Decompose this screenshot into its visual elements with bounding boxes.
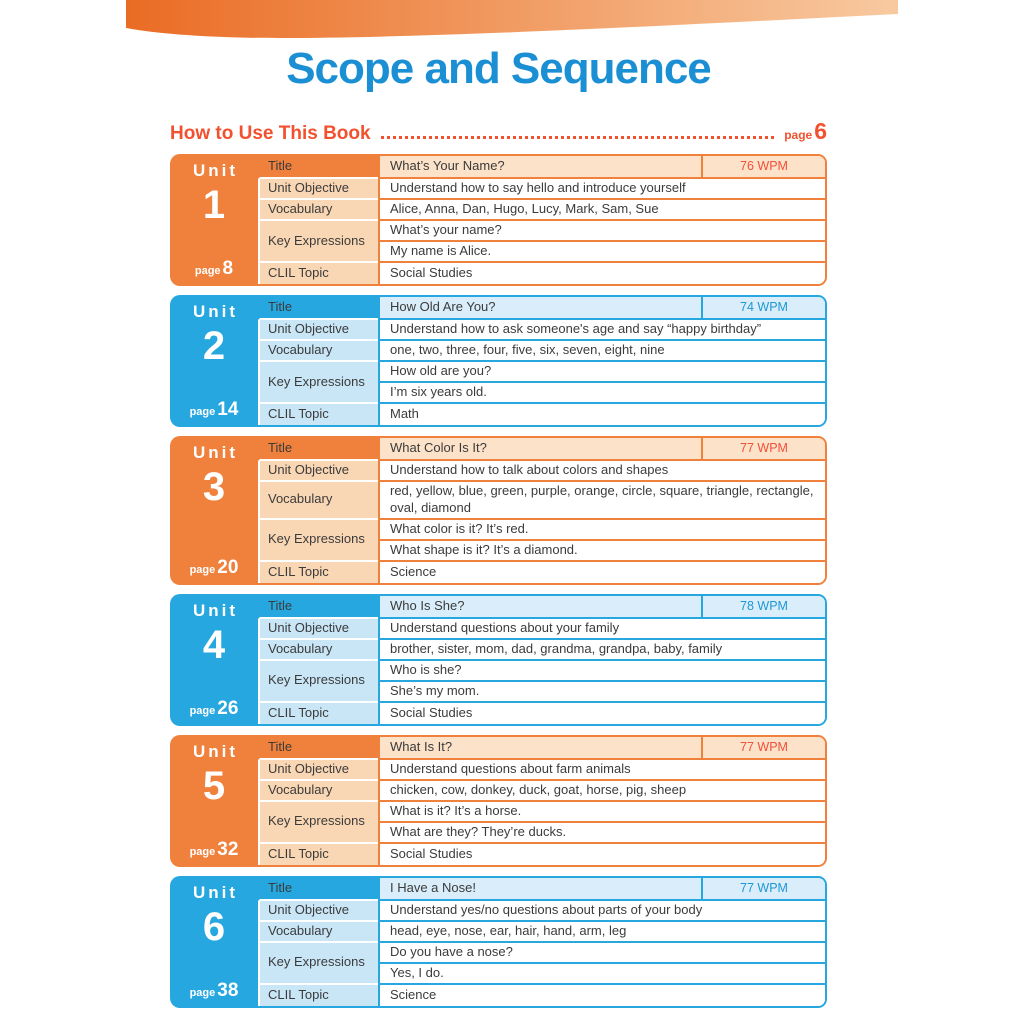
unit-4-block: [170, 594, 827, 726]
wpm-badge: 78 WPM: [701, 596, 825, 619]
unit-2-block: [170, 295, 827, 427]
row-label-clil: CLIL Topic: [258, 562, 378, 583]
unit-objective: Understand questions about farm animals: [378, 760, 825, 781]
unit-page-ref: [170, 839, 258, 861]
unit-vocabulary: head, eye, nose, ear, hair, hand, arm, leg: [378, 922, 825, 943]
unit-objective: Understand yes/no questions about parts of your body: [378, 901, 825, 922]
page-word: page: [189, 704, 216, 717]
row-label-key-expressions: Key Expressions: [258, 802, 378, 844]
unit-title: What Color Is It?: [378, 438, 701, 461]
unit-word: Unit: [192, 882, 239, 902]
unit-vocabulary: red, yellow, blue, green, purple, orange, circle, square, triangle, rectangle, oval, diamond: [378, 482, 825, 520]
unit-clil-topic: Social Studies: [378, 263, 825, 284]
page-title: Scope and Sequence: [286, 44, 711, 93]
unit-title: How Old Are You?: [378, 297, 701, 320]
row-label-objective: Unit Objective: [258, 901, 378, 922]
wpm-badge: 74 WPM: [701, 297, 825, 320]
key-expression-1: What’s your name?: [378, 221, 825, 242]
row-label-key-expressions: Key Expressions: [258, 520, 378, 562]
unit-page-ref: [170, 258, 258, 280]
key-expression-1: Who is she?: [378, 661, 825, 682]
unit-page-ref: [170, 980, 258, 1002]
unit-objective: Understand how to say hello and introduce yourself: [378, 179, 825, 200]
howto-page-number: 6: [814, 118, 827, 144]
page-number: 38: [217, 979, 239, 1001]
unit-word: Unit: [192, 741, 239, 761]
unit-vocabulary: Alice, Anna, Dan, Hugo, Lucy, Mark, Sam, Sue: [378, 200, 825, 221]
row-label-clil: CLIL Topic: [258, 703, 378, 724]
row-label-vocabulary: Vocabulary: [258, 781, 378, 802]
unit-clil-topic: Social Studies: [378, 844, 825, 865]
unit-word: Unit: [192, 302, 239, 321]
row-label-clil: CLIL Topic: [258, 985, 378, 1006]
wpm-badge: 76 WPM: [701, 156, 825, 179]
row-label-title: Title: [258, 878, 378, 901]
key-expression-2: Yes, I do.: [378, 964, 825, 985]
row-label-vocabulary: Vocabulary: [258, 922, 378, 943]
unit-objective: Understand how to talk about colors and shapes: [378, 461, 825, 482]
unit-6-block: [170, 876, 827, 1008]
unit-3-sidebar: [170, 436, 258, 585]
unit-3-table: [258, 436, 827, 585]
page-word: page: [194, 265, 221, 277]
page-number: 14: [217, 399, 239, 420]
unit-clil-topic: Social Studies: [378, 703, 825, 724]
unit-number: 4: [202, 622, 226, 667]
key-expression-2: My name is Alice.: [378, 242, 825, 263]
unit-clil-topic: Science: [378, 985, 825, 1006]
key-expression-1: What is it? It’s a horse.: [378, 802, 825, 823]
unit-6-sidebar: [170, 876, 258, 1008]
unit-1-block: [170, 154, 827, 286]
row-label-key-expressions: Key Expressions: [258, 362, 378, 404]
row-label-objective: Unit Objective: [258, 461, 378, 482]
row-label-title: Title: [258, 737, 378, 760]
unit-4-sidebar: [170, 594, 258, 726]
unit-number: 2: [202, 324, 226, 368]
unit-5-block: [170, 735, 827, 867]
unit-title: Who Is She?: [378, 596, 701, 619]
row-label-title: Title: [258, 297, 378, 320]
unit-number: 5: [202, 763, 226, 808]
unit-page-ref: [170, 399, 258, 421]
wpm-badge: 77 WPM: [701, 438, 825, 461]
unit-1-table: [258, 154, 827, 286]
row-label-objective: Unit Objective: [258, 760, 378, 781]
row-label-vocabulary: Vocabulary: [258, 341, 378, 362]
unit-2-sidebar: [170, 295, 258, 427]
page-content: [170, 0, 827, 1017]
page-word: page: [189, 845, 216, 858]
key-expression-1: How old are you?: [378, 362, 825, 383]
row-label-clil: CLIL Topic: [258, 844, 378, 865]
row-label-title: Title: [258, 438, 378, 461]
row-label-title: Title: [258, 596, 378, 619]
key-expression-1: Do you have a nose?: [378, 943, 825, 964]
unit-objective: Understand questions about your family: [378, 619, 825, 640]
wpm-badge: 77 WPM: [701, 878, 825, 901]
unit-list: [170, 154, 827, 1008]
unit-number: 3: [202, 465, 226, 509]
page-number: 8: [222, 258, 234, 279]
unit-number: 6: [202, 904, 226, 949]
row-label-key-expressions: Key Expressions: [258, 221, 378, 263]
row-label-objective: Unit Objective: [258, 179, 378, 200]
unit-vocabulary: one, two, three, four, five, six, seven, eight, nine: [378, 341, 825, 362]
row-label-vocabulary: Vocabulary: [258, 640, 378, 661]
unit-4-table: [258, 594, 827, 726]
dotted-leader: [381, 136, 775, 139]
unit-word: Unit: [192, 443, 239, 462]
key-expression-2: She’s my mom.: [378, 682, 825, 703]
unit-word: Unit: [192, 600, 239, 620]
row-label-vocabulary: Vocabulary: [258, 200, 378, 221]
unit-title: What’s Your Name?: [378, 156, 701, 179]
unit-2-table: [258, 295, 827, 427]
page-number: 20: [217, 556, 239, 578]
how-to-use-label: How to Use This Book: [170, 123, 371, 144]
unit-clil-topic: Science: [378, 562, 825, 583]
unit-6-table: [258, 876, 827, 1008]
page-word: page: [189, 406, 216, 418]
page-word: page: [189, 986, 216, 999]
unit-5-sidebar: [170, 735, 258, 867]
unit-title: What Is It?: [378, 737, 701, 760]
unit-title: I Have a Nose!: [378, 878, 701, 901]
key-expression-1: What color is it? It’s red.: [378, 520, 825, 541]
unit-3-block: [170, 436, 827, 585]
page-number: 32: [217, 838, 239, 860]
page-word: page: [189, 563, 216, 576]
key-expression-2: What shape is it? It’s a diamond.: [378, 541, 825, 562]
howto-page-word: page: [784, 128, 813, 142]
row-label-key-expressions: Key Expressions: [258, 661, 378, 703]
unit-page-ref: [170, 557, 258, 579]
unit-page-ref: [170, 698, 258, 720]
unit-clil-topic: Math: [378, 404, 825, 425]
row-label-key-expressions: Key Expressions: [258, 943, 378, 985]
row-label-clil: CLIL Topic: [258, 263, 378, 284]
key-expression-2: I’m six years old.: [378, 383, 825, 404]
row-label-clil: CLIL Topic: [258, 404, 378, 425]
unit-5-table: [258, 735, 827, 867]
unit-vocabulary: chicken, cow, donkey, duck, goat, horse, pig, sheep: [378, 781, 825, 802]
how-to-use-row: [170, 118, 827, 145]
unit-vocabulary: brother, sister, mom, dad, grandma, grandpa, baby, family: [378, 640, 825, 661]
unit-number: 1: [202, 183, 226, 227]
row-label-vocabulary: Vocabulary: [258, 482, 378, 520]
unit-word: Unit: [192, 161, 239, 180]
wpm-badge: 77 WPM: [701, 737, 825, 760]
row-label-title: Title: [258, 156, 378, 179]
unit-1-sidebar: [170, 154, 258, 286]
key-expression-2: What are they? They’re ducks.: [378, 823, 825, 844]
unit-objective: Understand how to ask someone's age and say “happy birthday”: [378, 320, 825, 341]
page-number: 26: [217, 697, 239, 719]
row-label-objective: Unit Objective: [258, 619, 378, 640]
row-label-objective: Unit Objective: [258, 320, 378, 341]
